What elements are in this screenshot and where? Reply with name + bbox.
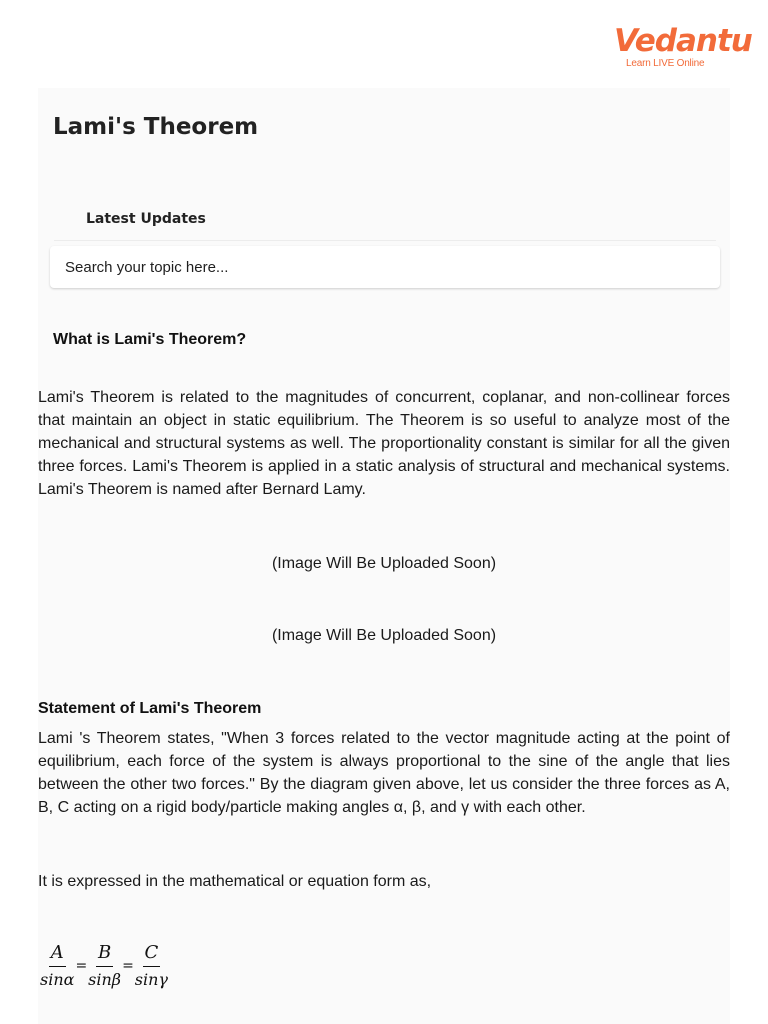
equation-intro-text: It is expressed in the mathematical or equation form as,	[38, 873, 432, 890]
statement-paragraph: Lami 's Theorem states, "When 3 forces related to the vector magnitude acting at the point of equilibrium, each force of the system is always proportional to the sine of the angle that lies between the other two forces." By the diagram given above, let us consider the three forces as A, B, C acting on a rigid body/particle making angles α, β, and γ with each other.	[38, 730, 730, 816]
denominator: sinβ	[88, 969, 122, 989]
equals-sign: =	[75, 958, 88, 974]
intro-paragraph: Lami's Theorem is related to the magnitudes of concurrent, coplanar, and non-collinear forces that maintain an object in static equilibrium. The Theorem is so useful to analyze most of the mechanical and structural systems as well. The proportionality constant is similar for all the given three forces. Lami's Theorem is applied in a static analysis of structural and mechanical systems. Lami's Theorem is named after Bernard Lamy.	[38, 389, 730, 498]
page-title: Lami's Theorem	[53, 114, 259, 140]
section-heading-statement: Statement of Lami's Theorem	[38, 700, 262, 717]
numerator: A	[49, 942, 66, 967]
denominator: sinα	[40, 969, 75, 989]
equals-sign: =	[122, 958, 134, 974]
lamis-equation	[40, 938, 168, 994]
search-input[interactable]	[50, 246, 720, 288]
logo-brand-text: Vedantu	[614, 23, 752, 59]
vedantu-logo[interactable]	[612, 20, 752, 72]
divider	[54, 240, 716, 241]
section-heading-what-is: What is Lami's Theorem?	[53, 331, 247, 348]
image-placeholder: (Image Will Be Uploaded Soon)	[271, 555, 497, 572]
latest-updates-link[interactable]: Latest Updates	[86, 211, 206, 227]
fraction-b	[88, 942, 121, 991]
fraction-c	[135, 942, 168, 991]
search-box[interactable]	[50, 246, 720, 288]
numerator: C	[143, 942, 161, 967]
image-placeholder: (Image Will Be Uploaded Soon)	[271, 627, 497, 644]
fraction-a	[40, 942, 74, 991]
denominator: sinγ	[134, 969, 168, 989]
numerator: B	[96, 942, 113, 967]
logo-tagline: Learn LIVE Online	[626, 58, 705, 69]
